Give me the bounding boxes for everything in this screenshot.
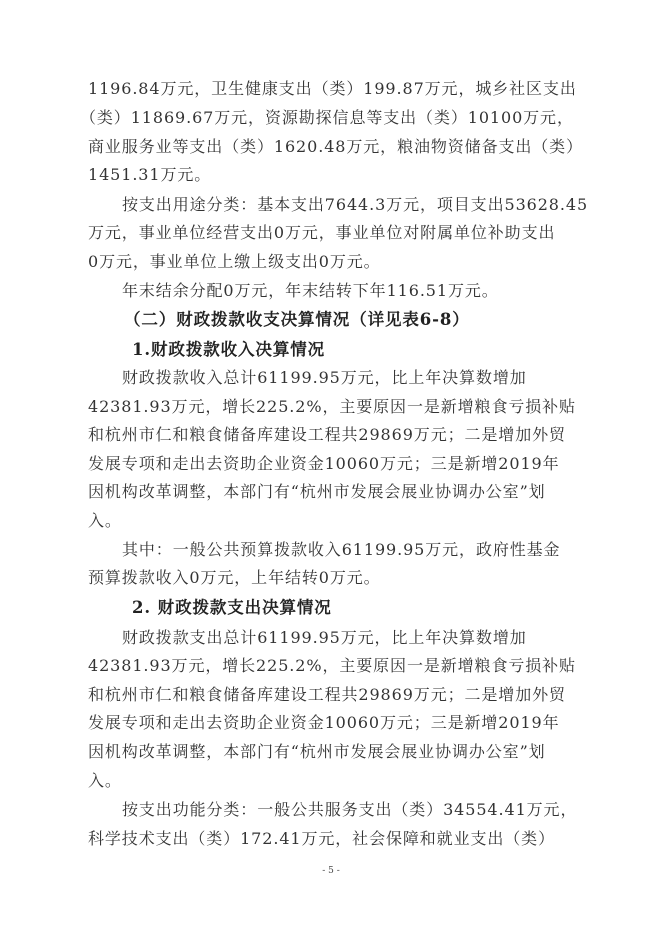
body-text-line: 预算拨款收入0万元，上年结转0万元。 — [88, 568, 381, 587]
body-text-line: （类）11869.67万元，资源勘探信息等支出（类）10100万元， — [80, 108, 574, 127]
body-text-line: 入。 — [88, 511, 122, 530]
page-number: - 5 - — [322, 866, 340, 876]
body-text-line: 年末结余分配0万元，年末结转下年116.51万元。 — [122, 281, 499, 300]
body-text-line: 按支出用途分类：基本支出7644.3万元，项目支出53628.45 — [122, 195, 589, 214]
body-text-line: 万元，事业单位经营支出0万元，事业单位对附属单位补助支出 — [88, 223, 556, 242]
section-heading: （二）财政拨款收支决算情况（详见表6-8） — [124, 310, 470, 329]
body-text-line: 入。 — [88, 771, 122, 790]
body-text-line: 发展专项和走出去资助企业资金10060万元；三是新增2019年 — [88, 713, 560, 732]
body-text-line: 和杭州市仁和粮食储备库建设工程共29869万元；二是增加外贸 — [88, 425, 566, 444]
subsection-heading: 2. 财政拨款支出决算情况 — [132, 598, 332, 617]
body-text-line: 因机构改革调整，本部门有“杭州市发展会展业协调办公室”划 — [88, 482, 546, 501]
body-text-line: 和杭州市仁和粮食储备库建设工程共29869万元；二是增加外贸 — [88, 685, 566, 704]
body-text-line: 1196.84万元，卫生健康支出（类）199.87万元，城乡社区支出 — [88, 79, 577, 98]
body-text-line: 财政拨款收入总计61199.95万元，比上年决算数增加 — [122, 368, 527, 387]
body-text-line: 财政拨款支出总计61199.95万元，比上年决算数增加 — [122, 628, 527, 647]
body-text-line: 因机构改革调整，本部门有“杭州市发展会展业协调办公室”划 — [88, 742, 546, 761]
body-text-line: 科学技术支出（类）172.41万元，社会保障和就业支出（类） — [88, 829, 555, 848]
body-text-line: 42381.93万元，增长225.2%，主要原因一是新增粮食亏损补贴 — [88, 397, 576, 416]
body-text-line: 按支出功能分类：一般公共服务支出（类）34554.41万元， — [122, 800, 578, 819]
body-text-line: 商业服务业等支出（类）1620.48万元，粮油物资储备支出（类） — [88, 137, 583, 156]
subsection-heading: 1.财政拨款收入决算情况 — [132, 340, 326, 359]
body-text-line: 1451.31万元。 — [88, 165, 212, 184]
body-text-line: 0万元，事业单位上缴上级支出0万元。 — [88, 252, 381, 271]
body-text-line: 其中：一般公共预算拨款收入61199.95万元，政府性基金 — [122, 540, 561, 559]
body-text-line: 42381.93万元，增长225.2%，主要原因一是新增粮食亏损补贴 — [88, 656, 576, 675]
body-text-line: 发展专项和走出去资助企业资金10060万元；三是新增2019年 — [88, 454, 560, 473]
